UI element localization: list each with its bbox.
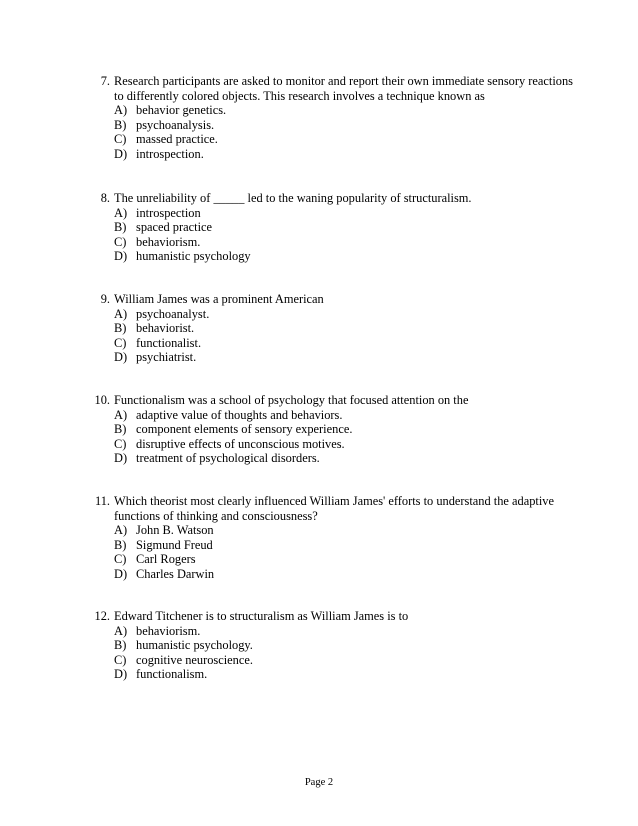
option-c: C) cognitive neuroscience. [114,652,253,667]
question-number: 11. [94,494,110,508]
question-number: 8. [100,191,110,205]
option-d: D) treatment of psychological disorders. [114,451,320,466]
question-text: Functionalism was a school of psychology that focused attention on the [114,393,469,407]
page-number: Page 2 [304,777,334,788]
option-d: D) psychiatrist. [114,350,197,365]
option-b: B) humanistic psychology. [114,638,253,653]
option-c: C) functionalist. [114,335,202,350]
question-text: The unreliability of _____ led to the waning popularity of structuralism. [114,191,472,205]
question-text: William James was a prominent American [114,292,324,306]
question-10 [80,393,580,466]
option-a: A) psychoanalyst. [114,306,210,321]
option-c: C) Carl Rogers [114,552,196,567]
question-11 [80,494,580,582]
question-text: Which theorist most clearly influenced William James' efforts to understand the adaptive functions of thinking and consciousness? [114,494,554,523]
question-9 [80,292,580,365]
option-a: A) behavior genetics. [114,103,227,118]
question-8 [80,191,580,264]
option-a: A) adaptive value of thoughts and behaviors. [114,407,343,422]
option-c: C) massed practice. [114,132,218,147]
option-b: B) spaced practice [114,220,213,235]
option-d: D) humanistic psychology [114,249,251,264]
question-text: Edward Titchener is to structuralism as William James is to [114,609,409,623]
option-b: B) Sigmund Freud [114,537,213,552]
option-a: A) behaviorism. [114,623,201,638]
question-text: Research participants are asked to monitor and report their own immediate sensory reactions to differently colored objects. This research involves a technique known as [114,74,573,103]
option-d: D) Charles Darwin [114,566,215,581]
option-d: D) functionalism. [114,667,208,682]
question-number: 12. [94,609,110,623]
option-d: D) introspection. [114,146,204,161]
question-number: 10. [94,393,110,407]
option-c: C) behaviorism. [114,234,201,249]
question-12 [80,609,580,682]
option-a: A) John B. Watson [114,523,214,538]
option-c: C) disruptive effects of unconscious motives. [114,436,345,451]
option-a: A) introspection [114,205,201,220]
question-7 [80,74,580,162]
question-number: 9. [100,292,110,306]
option-b: B) component elements of sensory experience. [114,422,353,437]
option-b: B) behaviorist. [114,321,195,336]
question-number: 7. [100,74,110,88]
option-b: B) psychoanalysis. [114,117,215,132]
